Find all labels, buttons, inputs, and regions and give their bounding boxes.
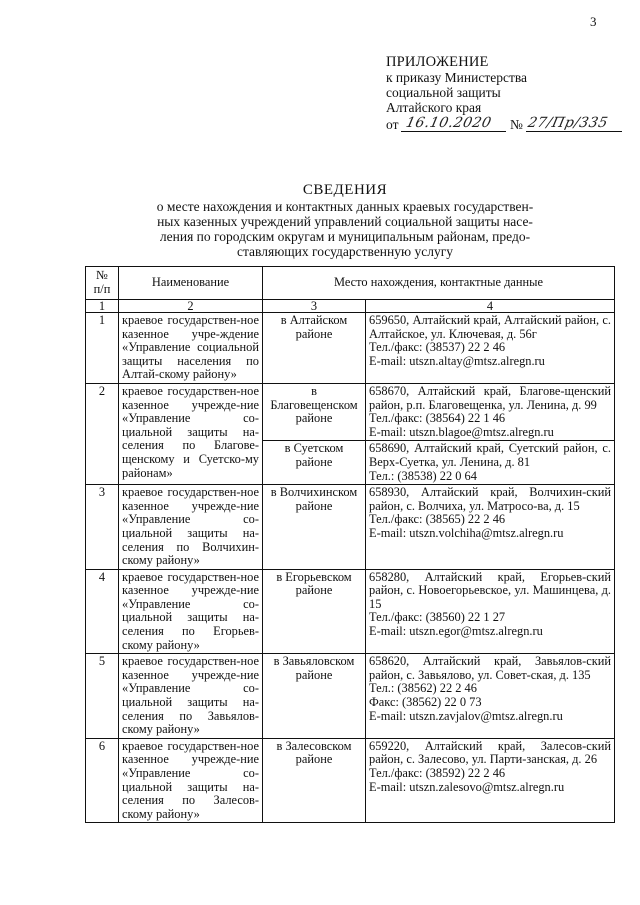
institution-name: краевое государствен-ное казенное учрежде-ние «Управление со-циальной защиты на-селения по Залесов-скому району» xyxy=(119,738,263,823)
order-number: 27/Пр/335 xyxy=(526,115,610,131)
appendix-block xyxy=(386,55,626,134)
address: 658690, Алтайский край, Суетский район, с. Верх-Суетка, ул. Ленина, д. 81 xyxy=(369,441,611,469)
email: E-mail: utszn.altay@mtsz.alregn.ru xyxy=(369,353,545,368)
heading-line: ления по городским округам и муниципальным районам, предо- xyxy=(159,229,531,244)
contact-data xyxy=(366,383,615,440)
table-row xyxy=(86,738,615,823)
contact-data xyxy=(366,569,615,654)
email: E-mail: utszn.zavjalov@mtsz.alregn.ru xyxy=(369,708,563,723)
column-number: 1 xyxy=(86,300,119,313)
address: 658930, Алтайский край, Волчихин-ский район, с. Волчиха, ул. Матросо-ва, д. 15 xyxy=(369,485,611,513)
table-row xyxy=(86,313,615,384)
institution-name: краевое государствен-ное казенное учрежде-ние «Управление со-циальной защиты на-селения по Благове-щенскому и Суетско-му районам» xyxy=(119,383,263,484)
district: в Алтайском районе xyxy=(263,313,366,384)
document-heading xyxy=(130,183,560,259)
date-prefix: от xyxy=(386,117,399,132)
number-underline xyxy=(526,131,622,132)
address: 658670, Алтайский край, Благове-щенский район, р.п. Благовещенка, ул. Ленина, д. 99 xyxy=(369,383,611,412)
heading-line: ставляющих государственную услугу xyxy=(237,244,453,259)
column-number: 4 xyxy=(366,300,615,313)
contact-data xyxy=(366,485,615,570)
appendix-title: ПРИЛОЖЕНИЕ xyxy=(386,54,489,70)
column-number: 2 xyxy=(119,300,263,313)
phone: Тел./факс: (38565) 22 2 46 xyxy=(369,512,506,527)
district: в Суетском районе xyxy=(263,441,366,485)
email: E-mail: utszn.blagoe@mtsz.alregn.ru xyxy=(369,424,554,439)
phone: Тел.: (38538) 22 0 64 xyxy=(369,468,477,483)
table-row xyxy=(86,569,615,654)
address: 658620, Алтайский край, Завьялов-ский район, с. Завьялово, ул. Совет-ская, д. 135 xyxy=(369,654,611,682)
phone: Тел./факс: (38592) 22 2 46 xyxy=(369,766,506,780)
order-date: 16.10.2020 xyxy=(404,115,493,131)
header-name: Наименование xyxy=(119,267,263,300)
order-date-number-line xyxy=(386,116,626,134)
heading-line: ных казенных учреждений управлений социальной защиты насе- xyxy=(157,214,533,229)
phone: Тел.: (38562) 22 2 46 xyxy=(369,681,477,696)
date-underline xyxy=(401,131,506,132)
institution-name: краевое государствен-ное казенное учре-ждение «Управление социальной защиты населения по Алтай-скому району» xyxy=(119,313,263,384)
contact-data xyxy=(366,313,615,384)
district: в Завьяловском районе xyxy=(263,654,366,739)
contact-data xyxy=(366,654,615,739)
institutions-table xyxy=(85,266,615,823)
row-number: 5 xyxy=(86,654,119,739)
contact-data xyxy=(366,441,615,485)
column-number: 3 xyxy=(263,300,366,313)
district: в Волчихинском районе xyxy=(263,485,366,570)
institution-name: краевое государствен-ное казенное учрежде-ние «Управление со-циальной защиты на-селения по Волчихин-скому району» xyxy=(119,485,263,570)
table-row xyxy=(86,383,615,440)
email: E-mail: utszn.volchiha@mtsz.alregn.ru xyxy=(369,525,564,540)
row-number: 1 xyxy=(86,313,119,384)
email: E-mail: utszn.zalesovo@mtsz.alregn.ru xyxy=(369,779,565,794)
district: в Егорьевском районе xyxy=(263,569,366,654)
district: в Благовещенском районе xyxy=(263,383,366,440)
table-row xyxy=(86,654,615,739)
column-numbers-row xyxy=(86,300,615,313)
row-number: 3 xyxy=(86,485,119,570)
number-prefix: № xyxy=(510,117,523,132)
institution-name: краевое государствен-ное казенное учрежде-ние «Управление со-циальной защиты на-селения по Завьялов-скому району» xyxy=(119,654,263,739)
address: 659650, Алтайский край, Алтайский район, с. Алтайское, ул. Ключевая, д. 56г xyxy=(369,313,611,341)
phone: Тел./факс: (38560) 22 1 27 xyxy=(369,610,506,625)
header-num: № п/п xyxy=(86,267,119,300)
district: в Залесовском районе xyxy=(263,738,366,823)
email: E-mail: utszn.egor@mtsz.alregn.ru xyxy=(369,624,543,639)
row-number: 6 xyxy=(86,738,119,823)
address: 659220, Алтайский край, Залесов-ский район, с. Залесово, ул. Парти-занская, д. 26 xyxy=(369,738,611,767)
phone: Тел./факс: (38564) 22 1 46 xyxy=(369,411,506,426)
appendix-line: к приказу Министерства xyxy=(386,70,528,85)
fax: Факс: (38562) 22 0 73 xyxy=(369,695,482,710)
heading-line: о месте нахождения и контактных данных краевых государствен- xyxy=(156,199,534,214)
phone: Тел./факс: (38537) 22 2 46 xyxy=(369,340,506,355)
page-number: 3 xyxy=(590,14,597,29)
table-row xyxy=(86,485,615,570)
institution-name: краевое государствен-ное казенное учрежде-ние «Управление со-циальной защиты на-селения по Егорьев-скому району» xyxy=(119,569,263,654)
document-title: СВЕДЕНИЯ xyxy=(302,182,388,198)
appendix-line: Алтайского края xyxy=(386,100,482,115)
table-header-row xyxy=(86,267,615,300)
contact-data xyxy=(366,738,615,823)
address: 658280, Алтайский край, Егорьев-ский район, с. Новоегорьевское, ул. Машинцева, д. 15 xyxy=(369,569,611,611)
row-number: 2 xyxy=(86,383,119,484)
header-location: Место нахождения, контактные данные xyxy=(263,267,615,300)
appendix-line: социальной защиты xyxy=(386,85,501,100)
row-number: 4 xyxy=(86,569,119,654)
